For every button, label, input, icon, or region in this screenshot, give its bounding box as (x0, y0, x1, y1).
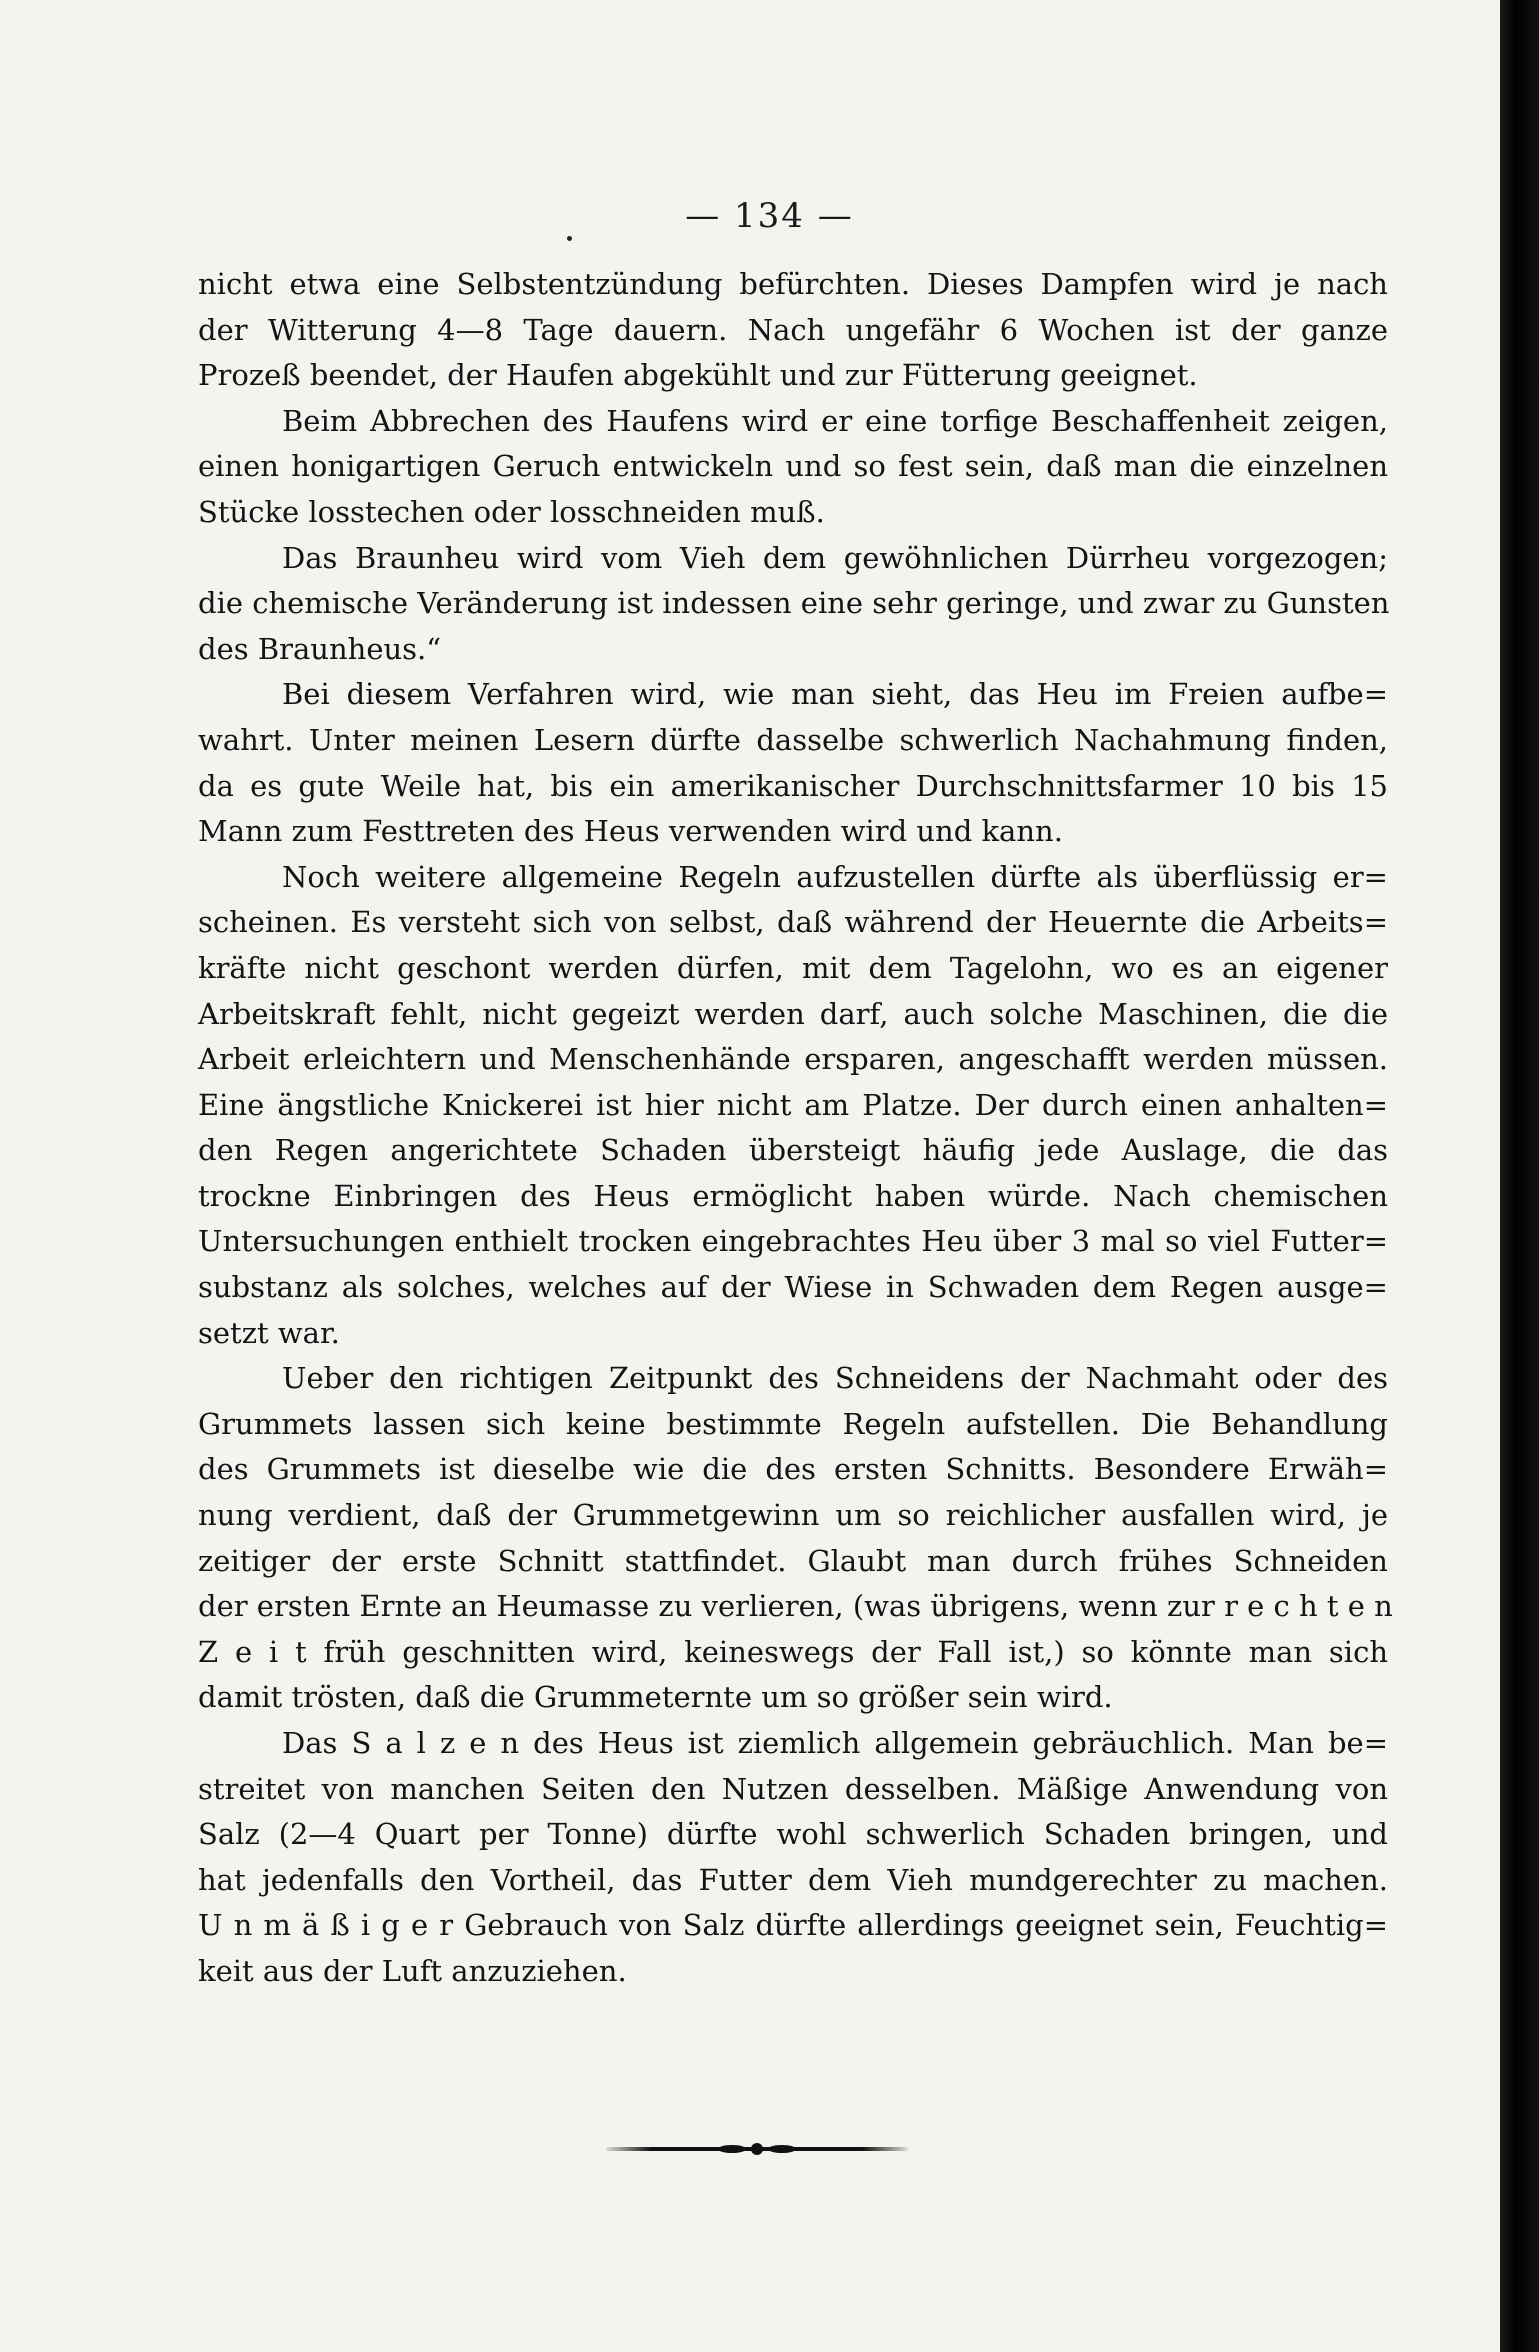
text-line: Arbeit erleichtern und Menschenhände ersparen, angeschafft werden müssen. (198, 1042, 1388, 1077)
text-line: scheinen. Es versteht sich von selbst, daß während der Heuernte die Arbeits= (198, 905, 1388, 940)
text-line: einen honigartigen Geruch entwickeln und so fest sein, daß man die einzelnen (198, 449, 1388, 484)
text-line: trockne Einbringen des Heus ermöglicht haben würde. Nach chemischen (198, 1178, 1388, 1213)
text-line: Arbeitskraft fehlt, nicht gegeizt werden darf, auch solche Maschinen, die die (198, 996, 1388, 1031)
text-line: des Braunheus.“ (198, 631, 442, 666)
text-line: der Witterung 4—8 Tage dauern. Nach ungefähr 6 Wochen ist der ganze (198, 312, 1388, 347)
text-line: Stücke losstechen oder losschneiden muß. (198, 494, 825, 529)
ornament-right-lozenge (768, 2145, 796, 2153)
text-line: den Regen angerichtete Schaden übersteigt häufig jede Auslage, die das (198, 1133, 1388, 1168)
page-edge-shadow (1500, 0, 1539, 2352)
ornament-left-lozenge (718, 2145, 746, 2153)
body-text (198, 262, 1393, 1995)
text-line: Das Braunheu wird vom Vieh dem gewöhnlichen Dürrheu vorgezogen; (282, 540, 1388, 575)
text-line: die chemische Veränderung ist indessen eine sehr geringe, und zwar zu Gunsten (198, 586, 1390, 621)
text-line: wahrt. Unter meinen Lesern dürfte dasselbe schwerlich Nachahmung finden, (198, 722, 1388, 757)
text-line: U n m ä ß i g e r Gebrauch von Salz dürfte allerdings geeignet sein, Feuchtig= (198, 1908, 1388, 1943)
text-line: der ersten Ernte an Heumasse zu verlieren, (was übrigens, wenn zur r e c h t e n (198, 1589, 1393, 1624)
text-line: Grummets lassen sich keine bestimmte Regeln aufstellen. Die Behandlung (198, 1406, 1388, 1441)
text-line: substanz als solches, welches auf der Wiese in Schwaden dem Regen ausge= (198, 1270, 1388, 1305)
text-line: nicht etwa eine Selbstentzündung befürchten. Dieses Dampfen wird je nach (198, 267, 1388, 301)
text-line: Untersuchungen enthielt trocken eingebrachtes Heu über 3 mal so viel Futter= (198, 1224, 1388, 1259)
text-line: Bei diesem Verfahren wird, wie man sieht, das Heu im Freien aufbe= (282, 677, 1388, 712)
text-line: da es gute Weile hat, bis ein amerikanischer Durchschnittsfarmer 10 bis 15 (198, 768, 1388, 803)
text-line: des Grummets ist dieselbe wie die des ersten Schnitts. Besondere Erwäh= (198, 1452, 1388, 1487)
text-line: Mann zum Festtreten des Heus verwenden wird und kann. (198, 814, 1063, 849)
text-line: Z e i t früh geschnitten wird, keineswegs der Fall ist,) so könnte man sich (198, 1634, 1388, 1669)
text-line: Das S a l z e n des Heus ist ziemlich allgemein gebräuchlich. Man be= (282, 1726, 1388, 1760)
text-line: nung verdient, daß der Grummetgewinn um so reichlicher ausfallen wird, je (198, 1498, 1388, 1533)
text-line: zeitiger der erste Schnitt stattfindet. Glaubt man durch frühes Schneiden (198, 1543, 1388, 1578)
text-line: hat jedenfalls den Vortheil, das Futter dem Vieh mundgerechter zu machen. (198, 1862, 1388, 1897)
text-line: damit trösten, daß die Grummeternte um so größer sein wird. (198, 1680, 1113, 1715)
text-line: Noch weitere allgemeine Regeln aufzustellen dürfte als überflüssig er= (282, 859, 1388, 894)
text-line: Salz (2—4 Quart per Tonne) dürfte wohl schwerlich Schaden bringen, und (198, 1817, 1388, 1852)
text-line: kräfte nicht geschont werden dürfen, mit dem Tagelohn, wo es an eigener (198, 950, 1388, 985)
text-line: keit aus der Luft anzuziehen. (198, 1953, 627, 1988)
ornament-center-dot (751, 2143, 763, 2155)
text-line: Beim Abbrechen des Haufens wird er eine torfige Beschaffenheit zeigen, (282, 403, 1388, 438)
text-line: Prozeß beendet, der Haufen abgekühlt und zur Fütterung geeignet. (198, 358, 1198, 393)
text-line: streitet von manchen Seiten den Nutzen desselben. Mäßige Anwendung von (198, 1771, 1388, 1806)
ink-speck (567, 236, 572, 241)
text-line: Ueber den richtigen Zeitpunkt des Schneidens der Nachmaht oder des (282, 1361, 1388, 1396)
text-line: setzt war. (198, 1315, 340, 1350)
page-number: — 134 — (685, 196, 854, 236)
text-line: Eine ängstliche Knickerei ist hier nicht am Platze. Der durch einen anhalten= (198, 1087, 1388, 1122)
